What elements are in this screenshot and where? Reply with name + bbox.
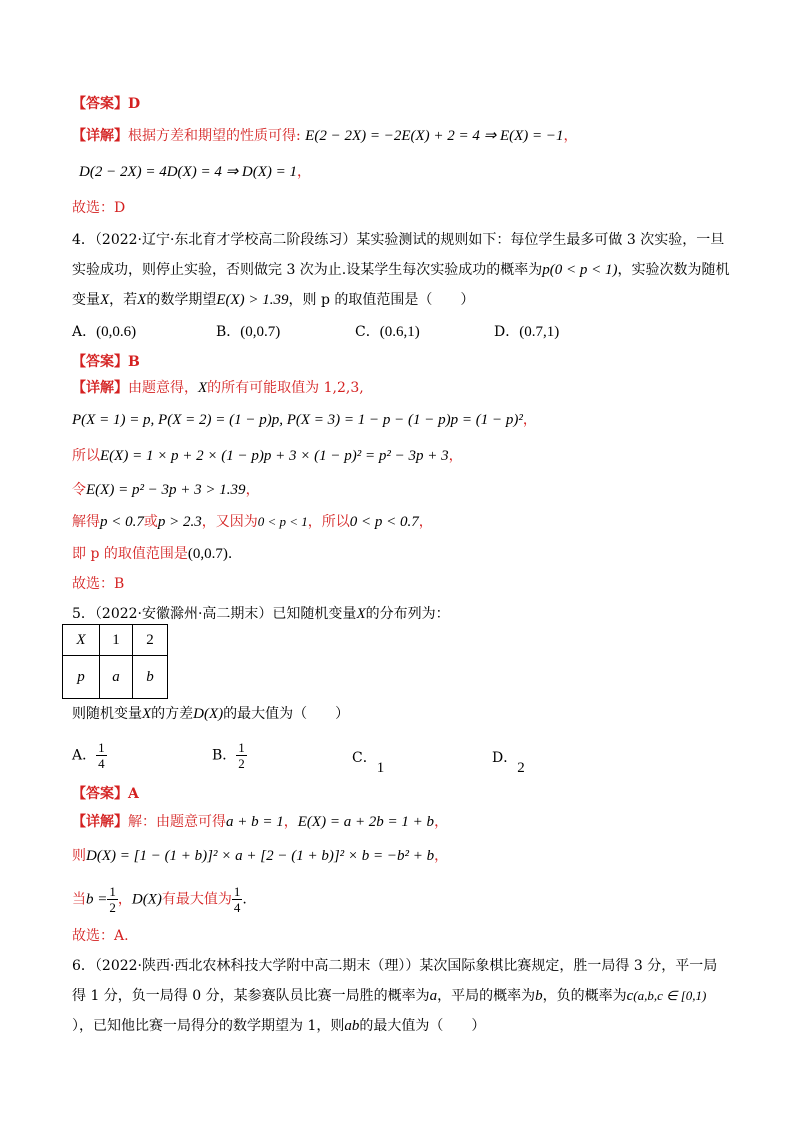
math: E(X) > 1.39 [216, 292, 289, 308]
q4-detail [72, 378, 364, 398]
math: E(X) = 1 × p + 2 × (1 − p)p + 3 × (1 − p)² = p² − 3p + 3 [100, 448, 449, 464]
q5-max [72, 884, 247, 915]
text: ，所以 [307, 514, 350, 530]
punct: ， [245, 482, 260, 498]
q4-option-d[interactable] [494, 322, 559, 342]
math: (a,b,c ∈ [0,1) [633, 988, 707, 1003]
option-label: C． [355, 324, 380, 340]
q5-option-d[interactable] [492, 748, 525, 776]
detail-text: 的所有可能取值为 1,2,3, [207, 380, 364, 396]
detail-text: 根据方差和期望的性质可得: [128, 128, 301, 144]
answer-label: 【答案】 [72, 96, 128, 112]
math: E(X) = p² − 3p + 3 > 1.39 [86, 482, 246, 498]
q5-detail [72, 812, 448, 832]
q3-choice: 故选：D [72, 200, 126, 216]
table-row [63, 625, 168, 656]
detail-math: E(2 − 2X) = −2E(X) + 2 = 4 ⇒ E(X) = −1 [305, 128, 564, 144]
text: 的方差 [151, 706, 194, 722]
punct: ， [297, 164, 312, 180]
q4-option-c[interactable] [355, 322, 420, 342]
text: ，实验次数为随机 [617, 262, 730, 278]
text: ，平局的概率为 [437, 988, 536, 1004]
table-row [63, 656, 168, 699]
q4-answer [72, 352, 140, 372]
denominator: 2 [109, 900, 116, 915]
numerator: 1 [109, 884, 116, 899]
math: E(X) = a + 2b = 1 + b [297, 814, 435, 830]
punct: . [242, 891, 247, 908]
answer-label: 【答案】 [72, 354, 128, 370]
q4-option-b[interactable] [216, 322, 280, 342]
detail-label: 【详解】 [72, 380, 128, 396]
q6-stem-line3 [72, 1016, 485, 1036]
q3-variance-line [79, 162, 311, 182]
punct: ， [117, 891, 132, 908]
math: X [142, 706, 152, 722]
option-label: D． [492, 750, 518, 766]
math: p > 2.3 [157, 514, 202, 530]
text: 或 [143, 514, 158, 530]
punct: ， [418, 514, 433, 530]
math: p < 0.7 [100, 514, 144, 530]
option-label: C． [352, 750, 377, 766]
punct: ， [434, 814, 449, 830]
option-value: 1 [376, 760, 385, 776]
text: ，负的概率为 [542, 988, 627, 1004]
math: 0 < p < 1 [257, 514, 308, 529]
option-label: A． [72, 324, 97, 340]
math: p(0 < p < 1) [542, 262, 618, 278]
option-label: B． [216, 324, 241, 340]
text: 令 [72, 482, 86, 498]
table-cell: 1 [100, 625, 133, 656]
option-label: D． [494, 324, 520, 340]
option-label: B． [212, 747, 237, 764]
table-cell: X [63, 625, 100, 656]
q5-option-b[interactable] [212, 740, 247, 771]
detail-text: 解：由题意可得 [128, 814, 226, 830]
punct: ， [522, 412, 537, 428]
option-value: (0,0.7) [240, 324, 281, 340]
math: X [198, 380, 208, 396]
math: ab [344, 1018, 360, 1034]
q5-option-a[interactable] [72, 740, 107, 771]
q4-option-a[interactable] [72, 322, 136, 342]
q4-choice: 故选：B [72, 576, 125, 592]
math: (0,0.7) [187, 546, 228, 562]
text: 5．（2022·安徽滁州·高二期末）已知随机变量 [72, 606, 357, 622]
denominator: 4 [98, 756, 105, 771]
text: 则随机变量 [72, 706, 142, 722]
detail-text: 由题意得， [128, 380, 198, 396]
punct: . [227, 546, 233, 562]
q5-stem-line1 [72, 604, 450, 624]
text: 的分布列为： [365, 606, 450, 622]
option-value: (0.6,1) [379, 324, 420, 340]
punct: ， [448, 448, 463, 464]
text: ），已知他比赛一局得分的数学期望为 1，则 [72, 1018, 345, 1034]
q5-choice: 故选：A. [72, 928, 129, 944]
math: a + b = 1 [226, 814, 284, 830]
q5-answer [72, 784, 139, 804]
answer-value: D [128, 96, 141, 112]
q6-stem-line2 [72, 986, 706, 1006]
q5-option-c[interactable] [352, 748, 385, 776]
fraction [236, 740, 247, 771]
math: b [535, 988, 543, 1004]
detail-label: 【详解】 [72, 814, 128, 830]
q3-detail [72, 126, 578, 146]
table-cell: 2 [133, 625, 168, 656]
fraction [96, 740, 107, 771]
math: X [356, 606, 366, 622]
option-value: (0.7,1) [519, 324, 560, 340]
math: X [137, 292, 147, 308]
punct: ， [563, 128, 578, 144]
table-cell: p [63, 656, 100, 699]
table-cell: a [100, 656, 133, 699]
denominator: 4 [233, 900, 241, 915]
text: ，又因为 [201, 514, 258, 530]
option-value: 2 [517, 760, 525, 776]
text: 的最大值为（ ） [223, 706, 350, 722]
numerator: 1 [233, 884, 241, 899]
q4-stem-line2 [72, 260, 730, 280]
punct: ， [283, 814, 298, 830]
table-cell: b [133, 656, 168, 699]
text: 得 1 分，负一局得 0 分，某参赛队员比赛一局胜的概率为 [72, 988, 430, 1004]
text: 所以 [72, 448, 100, 464]
q4-stem-line3 [72, 290, 474, 310]
q6-stem-line1: 6．（2022·陕西·西北农林科技大学附中高二期末（理））某次国际象棋比赛规定，胜一局得 3 分，平一局 [72, 958, 718, 974]
math: 0 < p < 0.7 [349, 514, 419, 530]
option-value: (0,0.6) [96, 324, 137, 340]
text: 的最大值为（ ） [359, 1018, 486, 1034]
math: X [100, 292, 110, 308]
text: 实验成功，则停止实验，否则做完 3 次为止.设某学生每次实验成功的概率为 [72, 262, 543, 278]
punct: ， [434, 848, 449, 864]
math: D(X) [131, 891, 162, 908]
math: a [429, 988, 438, 1004]
text: 即 p 的取值范围是 [72, 546, 188, 562]
text: 当 [72, 891, 86, 908]
denominator: 2 [238, 756, 245, 771]
q4-inequality [72, 480, 260, 500]
q5-stem-line2 [72, 704, 349, 724]
q4-range [72, 544, 232, 564]
answer-value: A [128, 786, 139, 802]
math: c [626, 988, 634, 1004]
math: D(X) [193, 706, 224, 722]
math: b = [86, 891, 108, 908]
answer-label: 【答案】 [72, 786, 128, 802]
math: D(X) = [1 − (1 + b)]² × a + [2 − (1 + b)]² × b = −b² + b [86, 848, 435, 864]
q4-solve [72, 512, 433, 532]
option-label: A． [72, 747, 97, 764]
text: ，若 [109, 292, 138, 308]
q5-variance [72, 846, 448, 866]
q4-expectation [72, 446, 463, 466]
fraction [232, 884, 243, 915]
numerator: 1 [238, 740, 245, 755]
fraction [107, 884, 118, 915]
numerator: 1 [98, 740, 105, 755]
q4-stem-line1: 4．（2022·辽宁·东北育才学校高二阶段练习）某实验测试的规则如下：每位学生最多可做 3 次实验，一旦 [72, 232, 725, 248]
q4-probs [72, 410, 537, 430]
text: 有最大值为 [161, 891, 232, 908]
text: 解得 [72, 514, 100, 530]
detail-label: 【详解】 [72, 128, 128, 144]
text: ，则 p 的取值范围是（ ） [288, 292, 475, 308]
distribution-table [62, 624, 168, 699]
q3-answer [72, 94, 140, 114]
text: 的数学期望 [146, 292, 217, 308]
text: 则 [72, 848, 86, 864]
answer-value: B [128, 354, 140, 370]
variance-math: D(2 − 2X) = 4D(X) = 4 ⇒ D(X) = 1 [79, 164, 298, 180]
text: 变量 [72, 292, 100, 308]
probs-math: P(X = 1) = p, P(X = 2) = (1 − p)p, P(X = 3) = 1 − p − (1 − p)p = (1 − p)² [72, 412, 523, 428]
